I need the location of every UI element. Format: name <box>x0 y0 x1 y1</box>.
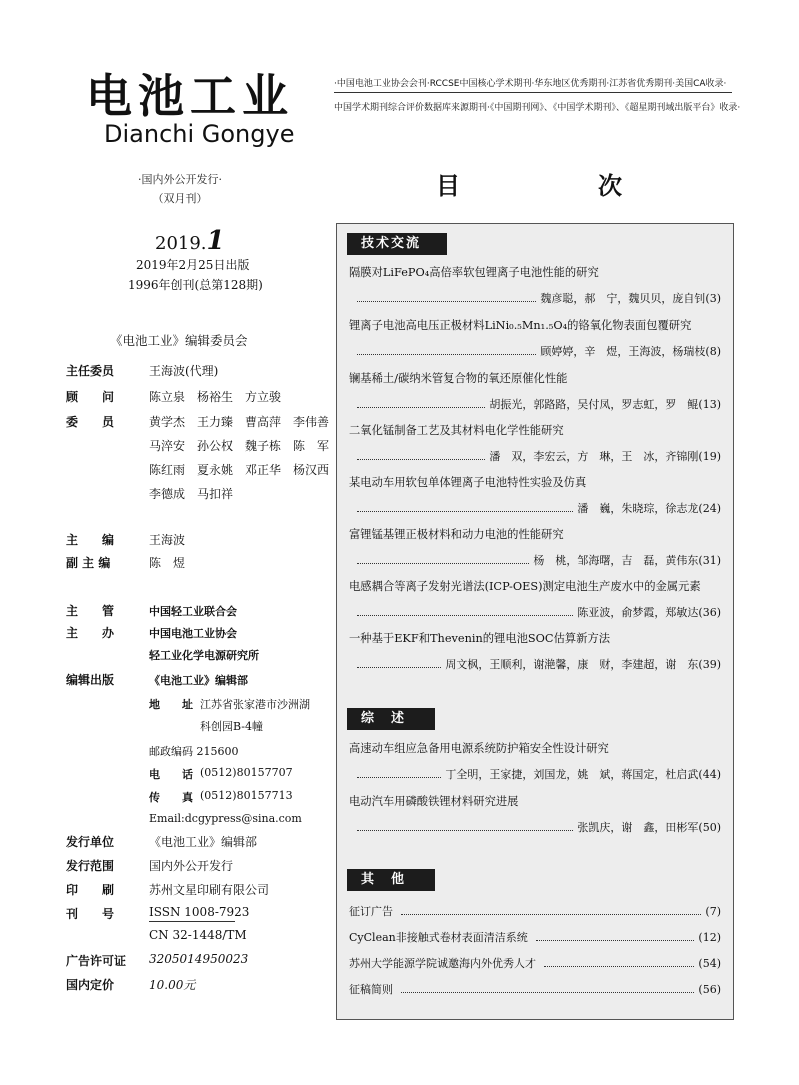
editorial-label: 编辑出版 <box>66 673 115 687</box>
article-title[interactable]: 高速动车组应急备用电源系统防护箱安全性设计研究 <box>349 742 609 755</box>
sponsor-value-1: 中国电池工业协会 <box>149 627 237 640</box>
members-label: 委 员 <box>66 415 115 429</box>
article-authors: 顾婷婷，辛 煜，王海波，杨瑞枝(8) <box>540 345 721 358</box>
article-authors-line <box>349 396 721 412</box>
postcode: 邮政编码 215600 <box>149 745 239 758</box>
issn-value: ISSN 1008-7923 <box>149 905 250 919</box>
supervisor-value: 中国轻工业联合会 <box>149 605 237 618</box>
members-line-1: 黄学杰 王力臻 曹高萍 李伟善 <box>149 415 330 429</box>
toc-panel <box>336 223 734 1020</box>
article-title[interactable]: 隔膜对LiFePO₄高倍率软包锂离子电池性能的研究 <box>349 266 599 279</box>
issn-label: 刊 号 <box>66 907 115 921</box>
article-authors: 潘 巍，朱晓琮，徐志龙(24) <box>577 502 721 515</box>
misc-item-title: 征稿简则 <box>349 983 393 996</box>
misc-item-page: (7) <box>705 905 721 918</box>
article-authors-line <box>349 656 721 672</box>
misc-item[interactable] <box>349 981 721 997</box>
masthead-rule <box>334 92 732 93</box>
article-title[interactable]: 某电动车用软包单体锂离子电池特性实验及仿真 <box>349 476 587 489</box>
issue-no: 1 <box>206 226 225 256</box>
scope-value: 国内外公开发行 <box>149 859 234 873</box>
supervisor-label: 主 管 <box>66 604 115 618</box>
article-title[interactable]: 富锂锰基锂正极材料和动力电池的性能研究 <box>349 528 564 541</box>
article-title[interactable]: 二氧化锰制备工艺及其材料电化学性能研究 <box>349 424 564 437</box>
issue-number <box>155 226 225 256</box>
toc-title-right: 次 <box>598 172 622 200</box>
misc-item[interactable] <box>349 955 721 971</box>
committee-heading: 《电池工业》编辑委员会 <box>110 333 248 348</box>
phone-label: 电 话 <box>149 768 193 781</box>
article-authors: 张凯庆，谢 鑫，田彬军(50) <box>577 821 721 834</box>
issuer-value: 《电池工业》编辑部 <box>149 835 258 849</box>
misc-item-title: 苏州大学能源学院诚邀海内外优秀人才 <box>349 957 536 970</box>
issn-rule <box>149 921 235 922</box>
section-header-review: 综 述 <box>347 708 435 730</box>
members-line-2: 马淬安 孙公权 魏子栋 陈 军 <box>149 439 330 453</box>
sponsor-label: 主 办 <box>66 626 115 640</box>
members-line-4: 李德成 马扣祥 <box>149 487 234 501</box>
article-authors: 魏彦聪，郝 宁，魏贝贝，庞自钊(3) <box>540 292 721 305</box>
article-authors-line <box>349 290 721 306</box>
toc-title-left: 目 <box>436 172 460 200</box>
article-authors-line <box>349 552 721 568</box>
article-authors: 周文枫，王顺利，谢滟馨，康 财，李建超，谢 东(39) <box>445 658 721 671</box>
article-title[interactable]: 电动汽车用磷酸铁锂材料研究进展 <box>349 795 519 808</box>
misc-item[interactable] <box>349 903 721 919</box>
address-line-2: 科创园B-4幢 <box>200 720 264 733</box>
address-line-1: 江苏省张家港市沙洲湖 <box>200 698 310 711</box>
tagline-databases: 中国学术期刊综合评价数据库来源期刊·《中国期刊网》、《中国学术期刊》、《超星期刊域出版平台》收录· <box>334 103 741 113</box>
article-authors: 丁全明，王家捷，刘国龙，姚 斌，蒋国定，杜启武(44) <box>445 768 721 781</box>
article-title[interactable]: 镧基稀土/碳纳米管复合物的氧还原催化性能 <box>349 372 568 385</box>
article-authors-line <box>349 819 721 835</box>
price-value: 10.00元 <box>149 978 196 992</box>
article-authors: 陈亚波，俞梦霞，郑敏达(36) <box>577 606 721 619</box>
journal-title-cn: 电池工业 <box>86 69 294 123</box>
misc-item-page: (56) <box>698 983 721 996</box>
distribution-note: ·国内外公开发行· <box>138 173 222 186</box>
tagline-indexing: ·中国电池工业协会会刊·RCCSE中国核心学术期刊·华东地区优秀期刊·江苏省优秀期刊·美国CA收录· <box>334 79 727 89</box>
article-authors: 胡振光，郭路路，吴付凤，罗志虹，罗 鲲(13) <box>489 398 721 411</box>
section-header-tech: 技术交流 <box>347 233 447 255</box>
misc-item-title: 征订广告 <box>349 905 393 918</box>
printer-label: 印 刷 <box>66 883 115 897</box>
phone-value: (0512)80157707 <box>200 766 293 779</box>
chief-editor-value: 王海波 <box>149 533 186 547</box>
article-title[interactable]: 一种基于EKF和Thevenin的锂电池SOC估算新方法 <box>349 632 611 645</box>
issuer-label: 发行单位 <box>66 835 115 849</box>
misc-item-page: (12) <box>698 931 721 944</box>
misc-item[interactable] <box>349 929 721 945</box>
journal-title-en: Dianchi Gongye <box>104 120 295 148</box>
printer-value: 苏州文星印刷有限公司 <box>149 883 270 897</box>
article-authors: 杨 桃，邹海曙，吉 磊，黄伟东(31) <box>533 554 721 567</box>
publish-date: 2019年2月25日出版 <box>136 258 250 272</box>
members-line-3: 陈红雨 夏永姚 邓正华 杨汉西 <box>149 463 330 477</box>
article-authors-line <box>349 343 721 359</box>
article-authors-line <box>349 766 721 782</box>
fax-label: 传 真 <box>149 791 193 804</box>
chair-value: 王海波(代理) <box>149 364 219 378</box>
editorial-value: 《电池工业》编辑部 <box>149 674 248 687</box>
sponsor-value-2: 轻工业化学电源研究所 <box>149 649 259 662</box>
chair-label: 主任委员 <box>66 364 115 378</box>
ad-license-value: 3205014950023 <box>149 952 249 966</box>
advisor-value: 陈立泉 杨裕生 方立骏 <box>149 390 282 404</box>
article-title[interactable]: 电感耦合等离子发射光谱法(ICP-OES)测定电池生产废水中的金属元素 <box>349 580 701 593</box>
scope-label: 发行范围 <box>66 859 115 873</box>
fax-value: (0512)80157713 <box>200 789 293 802</box>
email: Email:dcgypress@sina.com <box>149 812 302 825</box>
deputy-editor-value: 陈 煜 <box>149 556 186 570</box>
advisor-label: 顾 问 <box>66 390 115 404</box>
issue-year: 2019. <box>155 233 207 254</box>
article-authors: 潘 双，李宏云，方 琳，王 冰，齐锦刚(19) <box>489 450 721 463</box>
article-authors-line <box>349 500 721 516</box>
article-title[interactable]: 锂离子电池高电压正极材料LiNi₀.₅Mn₁.₅O₄的铬氧化物表面包覆研究 <box>349 319 692 332</box>
misc-item-page: (54) <box>698 957 721 970</box>
deputy-editor-label: 副 主 编 <box>66 556 111 570</box>
frequency-note: （双月刊） <box>152 192 208 205</box>
price-label: 国内定价 <box>66 978 115 992</box>
article-authors-line <box>349 604 721 620</box>
founded-note: 1996年创刊(总第128期) <box>128 278 263 292</box>
misc-item-title: CyClean非接触式卷材表面清洁系统 <box>349 931 528 944</box>
ad-license-label: 广告许可证 <box>66 954 127 968</box>
cn-value: CN 32-1448/TM <box>149 928 247 942</box>
chief-editor-label: 主 编 <box>66 533 115 547</box>
address-label: 地 址 <box>149 698 193 711</box>
article-authors-line <box>349 448 721 464</box>
section-header-other: 其 他 <box>347 869 435 891</box>
